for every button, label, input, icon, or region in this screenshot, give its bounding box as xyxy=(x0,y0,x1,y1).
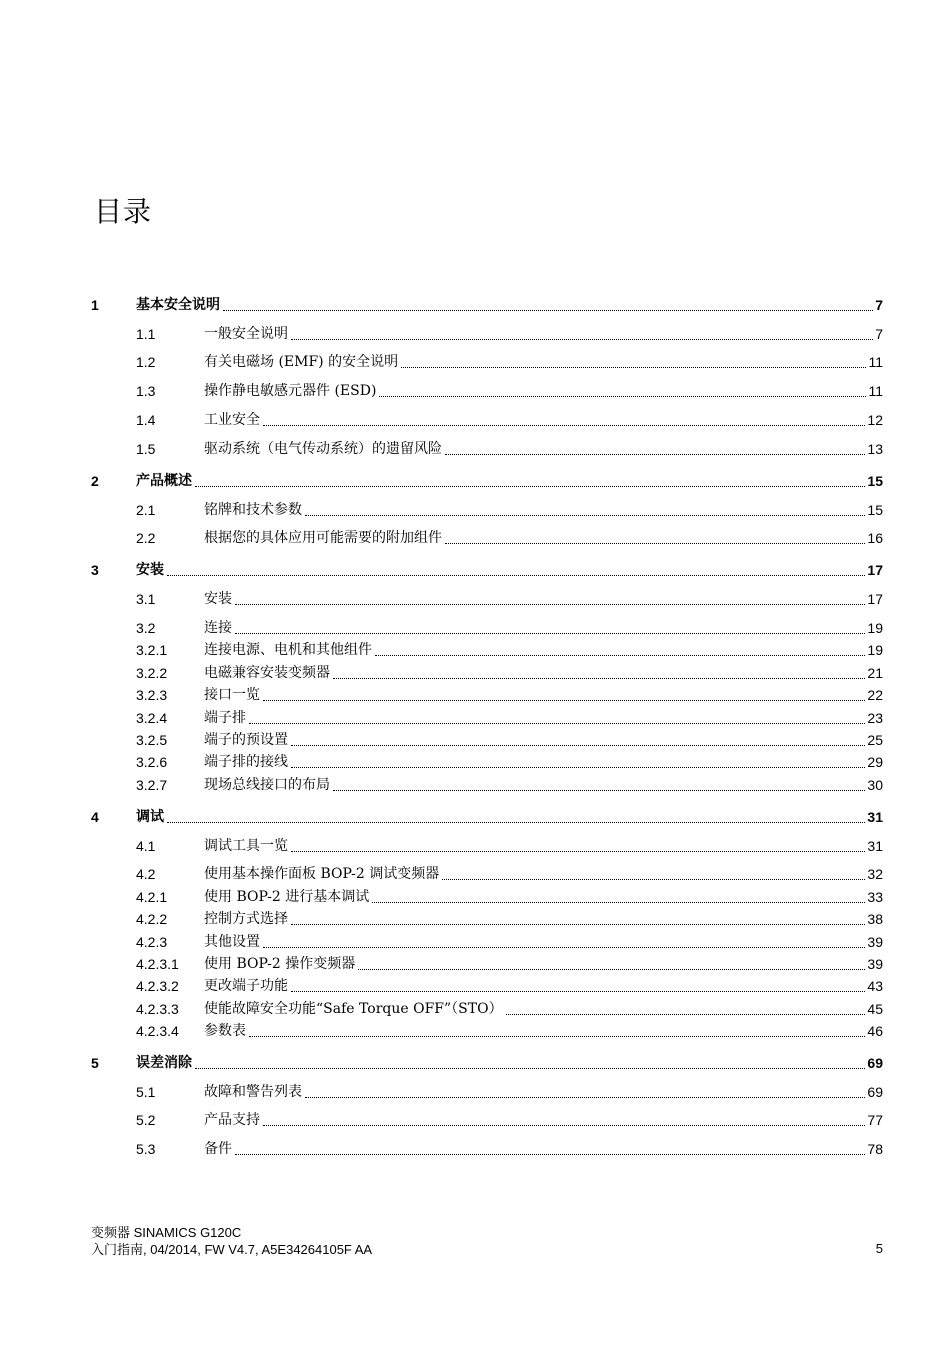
toc-entry[interactable] xyxy=(91,833,883,855)
toc-entry[interactable] xyxy=(91,929,883,951)
toc-number: 3.2.4 xyxy=(136,710,168,726)
toc-page: 33 xyxy=(867,889,883,905)
toc-page: 19 xyxy=(867,642,883,658)
toc-number: 3.2.6 xyxy=(136,754,168,770)
toc-page: 32 xyxy=(867,866,883,882)
toc-label: 连接电源、电机和其他组件 xyxy=(204,642,372,658)
toc-label: 使用基本操作面板 BOP-2 调试变频器 xyxy=(204,866,440,882)
toc-label: 故障和警告列表 xyxy=(204,1084,302,1100)
toc-number: 2.2 xyxy=(136,530,156,546)
toc-number: 5.1 xyxy=(136,1084,156,1100)
toc-entry[interactable] xyxy=(91,436,883,458)
toc-number: 3.2.5 xyxy=(136,732,168,748)
toc-entry[interactable] xyxy=(91,884,883,906)
toc-number: 4.1 xyxy=(136,838,156,854)
toc-label: 接口一览 xyxy=(204,687,260,703)
toc-number: 4.2.3.1 xyxy=(136,956,179,972)
toc-entry[interactable] xyxy=(91,705,883,727)
toc-entry[interactable] xyxy=(91,468,883,490)
toc-page: 39 xyxy=(867,934,883,950)
toc-label: 调试工具一览 xyxy=(204,838,288,854)
toc-number: 2.1 xyxy=(136,502,156,518)
toc-label: 其他设置 xyxy=(204,934,260,950)
toc-label: 驱动系统（电气传动系统）的遗留风险 xyxy=(204,441,442,457)
toc-number: 4.2 xyxy=(136,866,156,882)
toc-label: 铭牌和技术参数 xyxy=(204,502,302,518)
toc-page: 11 xyxy=(868,383,883,399)
toc-number: 3 xyxy=(91,562,99,578)
toc-page: 15 xyxy=(867,473,883,489)
toc-page: 77 xyxy=(867,1112,883,1128)
toc-page: 39 xyxy=(867,956,883,972)
toc-page: 15 xyxy=(867,502,883,518)
toc-entry[interactable] xyxy=(91,1018,883,1040)
toc-page: 25 xyxy=(867,732,883,748)
toc-leader xyxy=(291,912,865,925)
toc-leader xyxy=(195,474,865,487)
toc-entry[interactable] xyxy=(91,1136,883,1158)
toc-number: 5.2 xyxy=(136,1112,156,1128)
toc-leader xyxy=(305,503,865,516)
toc-number: 1.2 xyxy=(136,354,156,370)
toc-leader xyxy=(506,1002,866,1015)
toc-entry[interactable] xyxy=(91,615,883,637)
toc-label: 备件 xyxy=(204,1141,232,1157)
toc-label: 使用 BOP-2 进行基本调试 xyxy=(204,889,370,905)
toc-label: 工业安全 xyxy=(204,412,260,428)
toc-number: 4.2.3.3 xyxy=(136,1001,179,1017)
toc-leader xyxy=(235,1142,865,1155)
toc-entry[interactable] xyxy=(91,772,883,794)
page-number: 5 xyxy=(875,1241,883,1256)
toc-label: 安装 xyxy=(136,562,164,578)
toc-page: 23 xyxy=(867,710,883,726)
toc-leader xyxy=(305,1085,865,1098)
toc-leader xyxy=(291,979,865,992)
toc-number: 5 xyxy=(91,1055,99,1071)
toc-entry[interactable] xyxy=(91,996,883,1018)
toc-leader xyxy=(263,413,865,426)
toc-label: 连接 xyxy=(204,620,232,636)
toc-entry[interactable] xyxy=(91,951,883,973)
toc-number: 5.3 xyxy=(136,1141,156,1157)
toc-page: 31 xyxy=(867,809,883,825)
toc-leader xyxy=(263,1113,865,1126)
toc-entry[interactable] xyxy=(91,1050,883,1072)
toc-page: 69 xyxy=(867,1055,883,1071)
toc-entry[interactable] xyxy=(91,727,883,749)
toc-leader xyxy=(291,839,865,852)
toc-entry[interactable] xyxy=(91,749,883,771)
toc-label: 操作静电敏感元器件 (ESD) xyxy=(204,383,377,399)
toc-entry[interactable] xyxy=(91,906,883,928)
toc-page: 38 xyxy=(867,911,883,927)
toc-page: 31 xyxy=(867,838,883,854)
toc-label: 电磁兼容安装变频器 xyxy=(204,665,330,681)
page-title: 目录 xyxy=(94,196,153,227)
toc-label: 更改端子功能 xyxy=(204,978,288,994)
toc-number: 4.2.1 xyxy=(136,889,168,905)
toc-label: 端子排的接线 xyxy=(204,754,288,770)
toc-number: 1.1 xyxy=(136,326,156,342)
toc-leader xyxy=(445,442,865,455)
toc-number: 1.5 xyxy=(136,441,156,457)
toc-leader xyxy=(263,688,865,701)
toc-number: 3.2.7 xyxy=(136,777,168,793)
toc-leader xyxy=(235,592,865,605)
toc-page: 69 xyxy=(867,1084,883,1100)
toc-entry[interactable] xyxy=(91,861,883,883)
toc-entry[interactable] xyxy=(91,804,883,826)
toc-entry[interactable] xyxy=(91,1107,883,1129)
toc-page: 21 xyxy=(867,665,883,681)
toc-label: 产品支持 xyxy=(204,1112,260,1128)
toc-leader xyxy=(291,755,865,768)
toc-leader xyxy=(195,1056,865,1069)
toc-leader xyxy=(333,778,865,791)
toc-leader xyxy=(372,890,865,903)
toc-entry[interactable] xyxy=(91,586,883,608)
toc-page: 45 xyxy=(867,1001,883,1017)
toc-number: 1.3 xyxy=(136,383,156,399)
toc-page: 7 xyxy=(875,326,883,342)
toc-entry[interactable] xyxy=(91,637,883,659)
toc-label: 端子排 xyxy=(204,710,246,726)
toc-page: 19 xyxy=(867,620,883,636)
toc-label: 误差消除 xyxy=(136,1055,192,1071)
toc-leader xyxy=(358,957,865,970)
toc-number: 3.2.2 xyxy=(136,665,168,681)
toc-number: 3.2.3 xyxy=(136,687,168,703)
toc-page: 17 xyxy=(867,562,883,578)
toc-leader xyxy=(291,733,865,746)
toc-number: 1.4 xyxy=(136,412,156,428)
toc-page: 11 xyxy=(868,354,883,370)
toc-leader xyxy=(223,298,873,311)
toc-page: 13 xyxy=(867,441,883,457)
toc-leader xyxy=(167,563,865,576)
toc-label: 一般安全说明 xyxy=(204,326,288,342)
toc-entry[interactable] xyxy=(91,557,883,579)
toc-page: 46 xyxy=(867,1023,883,1039)
toc-entry[interactable] xyxy=(91,660,883,682)
toc-page: 22 xyxy=(867,687,883,703)
toc-leader xyxy=(249,1024,865,1037)
toc-page: 7 xyxy=(875,297,883,313)
toc-label: 参数表 xyxy=(204,1023,246,1039)
toc-label: 安装 xyxy=(204,591,232,607)
toc-leader xyxy=(379,384,866,397)
toc-label: 使用 BOP-2 操作变频器 xyxy=(204,956,356,972)
toc-label: 根据您的具体应用可能需要的附加组件 xyxy=(204,530,442,546)
footer-document-info: 入门指南, 04/2014, FW V4.7, A5E34264105F AA xyxy=(91,1242,373,1257)
toc-label: 使能故障安全功能“Safe Torque OFF”（STO） xyxy=(204,1001,503,1017)
toc-label: 有关电磁场 (EMF) 的安全说明 xyxy=(204,354,399,370)
toc-leader xyxy=(263,935,865,948)
toc-leader xyxy=(235,621,865,634)
toc-page: 30 xyxy=(867,777,883,793)
toc-page: 12 xyxy=(867,412,883,428)
toc-entry[interactable] xyxy=(91,973,883,995)
toc-entry[interactable] xyxy=(91,407,883,429)
toc-leader xyxy=(375,643,865,656)
toc-page: 78 xyxy=(867,1141,883,1157)
toc-leader xyxy=(442,867,865,880)
toc-entry[interactable] xyxy=(91,525,883,547)
toc-label: 产品概述 xyxy=(136,473,192,489)
toc-entry[interactable] xyxy=(91,682,883,704)
toc-leader xyxy=(249,711,865,724)
toc-label: 基本安全说明 xyxy=(136,297,220,313)
toc-entry[interactable] xyxy=(91,292,883,314)
toc-leader xyxy=(291,327,873,340)
toc-number: 4.2.3 xyxy=(136,934,168,950)
toc-number: 3.2 xyxy=(136,620,156,636)
toc-leader xyxy=(333,666,865,679)
toc-entry[interactable] xyxy=(91,378,883,400)
toc-page: 29 xyxy=(867,754,883,770)
page-footer xyxy=(91,1224,372,1258)
toc-leader xyxy=(167,810,865,823)
toc-number: 4.2.3.2 xyxy=(136,978,179,994)
toc-number: 1 xyxy=(91,297,99,313)
toc-leader xyxy=(445,531,865,544)
toc-entry[interactable] xyxy=(91,497,883,519)
toc-entry[interactable] xyxy=(91,1079,883,1101)
toc-number: 4 xyxy=(91,809,99,825)
toc-number: 4.2.2 xyxy=(136,911,168,927)
toc-entry[interactable] xyxy=(91,349,883,371)
toc-page: 16 xyxy=(867,530,883,546)
toc-number: 4.2.3.4 xyxy=(136,1023,179,1039)
toc-page: 17 xyxy=(867,591,883,607)
footer-product: 变频器 SINAMICS G120C xyxy=(91,1225,242,1240)
toc-label: 调试 xyxy=(136,809,164,825)
toc-number: 3.1 xyxy=(136,591,156,607)
toc-label: 端子的预设置 xyxy=(204,732,288,748)
toc-number: 3.2.1 xyxy=(136,642,168,658)
toc-page: 43 xyxy=(867,978,883,994)
toc-number: 2 xyxy=(91,473,99,489)
toc-entry[interactable] xyxy=(91,321,883,343)
toc-label: 现场总线接口的布局 xyxy=(204,777,330,793)
toc-label: 控制方式选择 xyxy=(204,911,288,927)
toc-leader xyxy=(401,355,866,368)
